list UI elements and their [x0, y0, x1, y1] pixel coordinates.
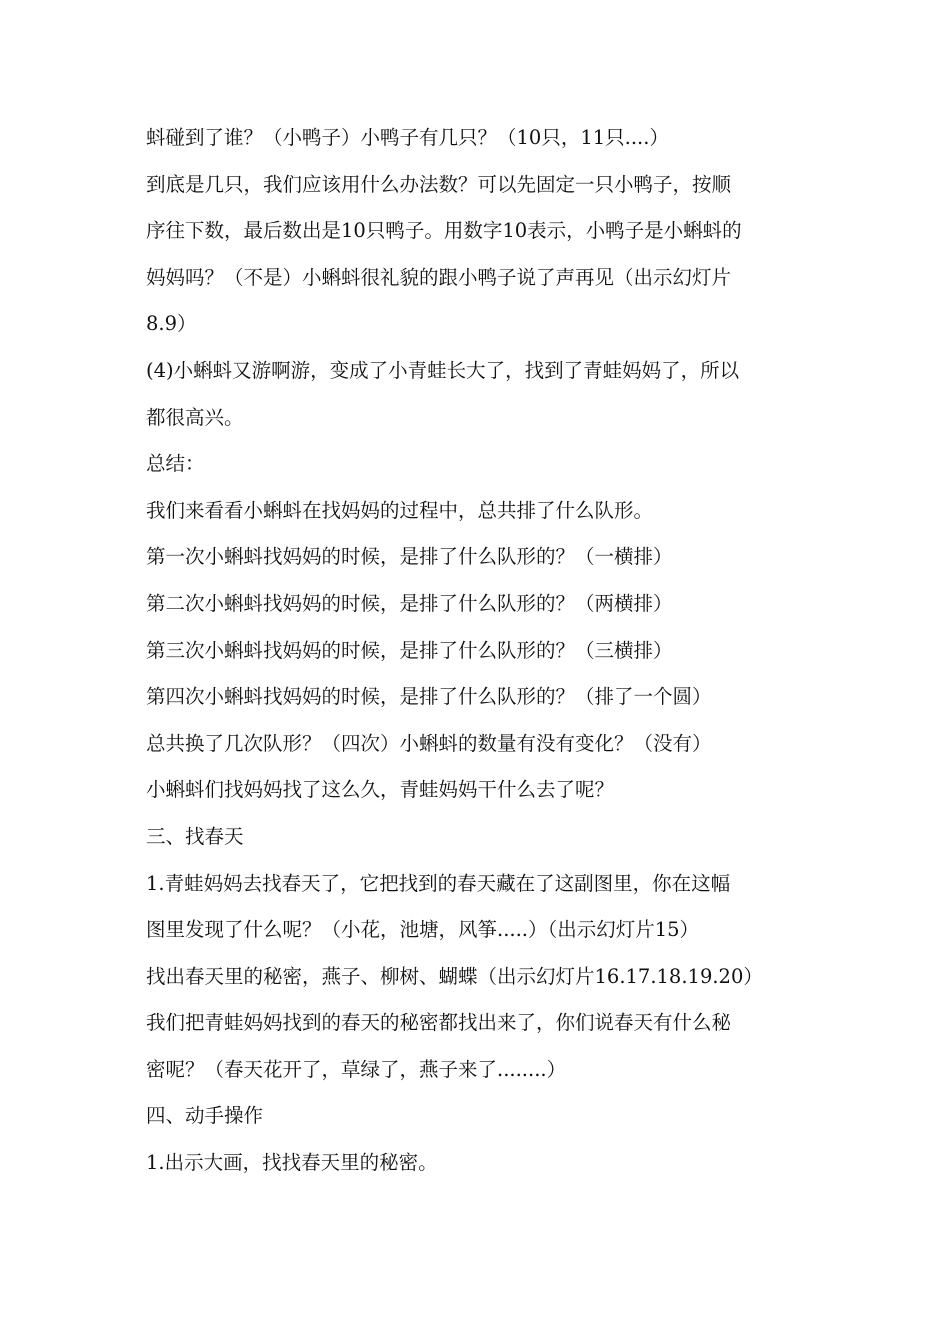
paragraph-line: 密呢？（春天花开了，草绿了，燕子来了........） — [146, 1057, 567, 1081]
section-heading-find-spring: 三、找春天 — [146, 824, 244, 848]
paragraph-line: 8.9） — [146, 312, 197, 336]
paragraph-line: 图里发现了什么呢？（小花，池塘，风筝.....）（出示幻灯片15） — [146, 918, 700, 942]
paragraph-line: 妈妈吗？（不是）小蝌蚪很礼貌的跟小鸭子说了声再见（出示幻灯片 — [146, 265, 732, 289]
paragraph-line: 第三次小蝌蚪找妈妈的时候，是排了什么队形的？（三横排） — [146, 638, 673, 662]
paragraph-line: (4)小蝌蚪又游啊游，变成了小青蛙长大了，找到了青蛙妈妈了，所以 — [146, 358, 740, 382]
paragraph-line: 1.青蛙妈妈去找春天了，它把找到的春天藏在了这副图里，你在这幅 — [146, 871, 731, 895]
paragraph-line: 找出春天里的秘密，燕子、柳树、蝴蝶（出示幻灯片16.17.18.19.20） — [146, 964, 763, 988]
paragraph-line: 小蝌蚪们找妈妈找了这么久，青蛙妈妈干什么去了呢？ — [146, 778, 615, 802]
document-body — [146, 115, 816, 1187]
paragraph-line: 到底是几只，我们应该用什么办法数？可以先固定一只小鸭子，按顺 — [146, 172, 732, 196]
paragraph-line: 都很高兴。 — [146, 405, 244, 429]
paragraph-line: 我们来看看小蝌蚪在找妈妈的过程中，总共排了什么队形。 — [146, 498, 654, 522]
paragraph-line: 第一次小蝌蚪找妈妈的时候，是排了什么队形的？（一横排） — [146, 545, 673, 569]
paragraph-line: 我们把青蛙妈妈找到的春天的秘密都找出来了，你们说春天有什么秘 — [146, 1011, 732, 1035]
paragraph-line: 蚪碰到了谁？（小鸭子）小鸭子有几只？（10只，11只....） — [146, 126, 669, 149]
paragraph-line: 序往下数，最后数出是10只鸭子。用数字10表示，小鸭子是小蝌蚪的 — [146, 219, 742, 243]
section-label-summary: 总结： — [146, 452, 205, 476]
paragraph-line: 第四次小蝌蚪找妈妈的时候，是排了什么队形的？（排了一个圆） — [146, 685, 712, 709]
paragraph-line: 第二次小蝌蚪找妈妈的时候，是排了什么队形的？（两横排） — [146, 591, 673, 615]
paragraph-line: 总共换了几次队形？（四次）小蝌蚪的数量有没有变化？（没有） — [146, 731, 712, 755]
paragraph-line: 1.出示大画，找找春天里的秘密。 — [146, 1151, 438, 1175]
section-heading-hands-on: 四、动手操作 — [146, 1104, 264, 1128]
